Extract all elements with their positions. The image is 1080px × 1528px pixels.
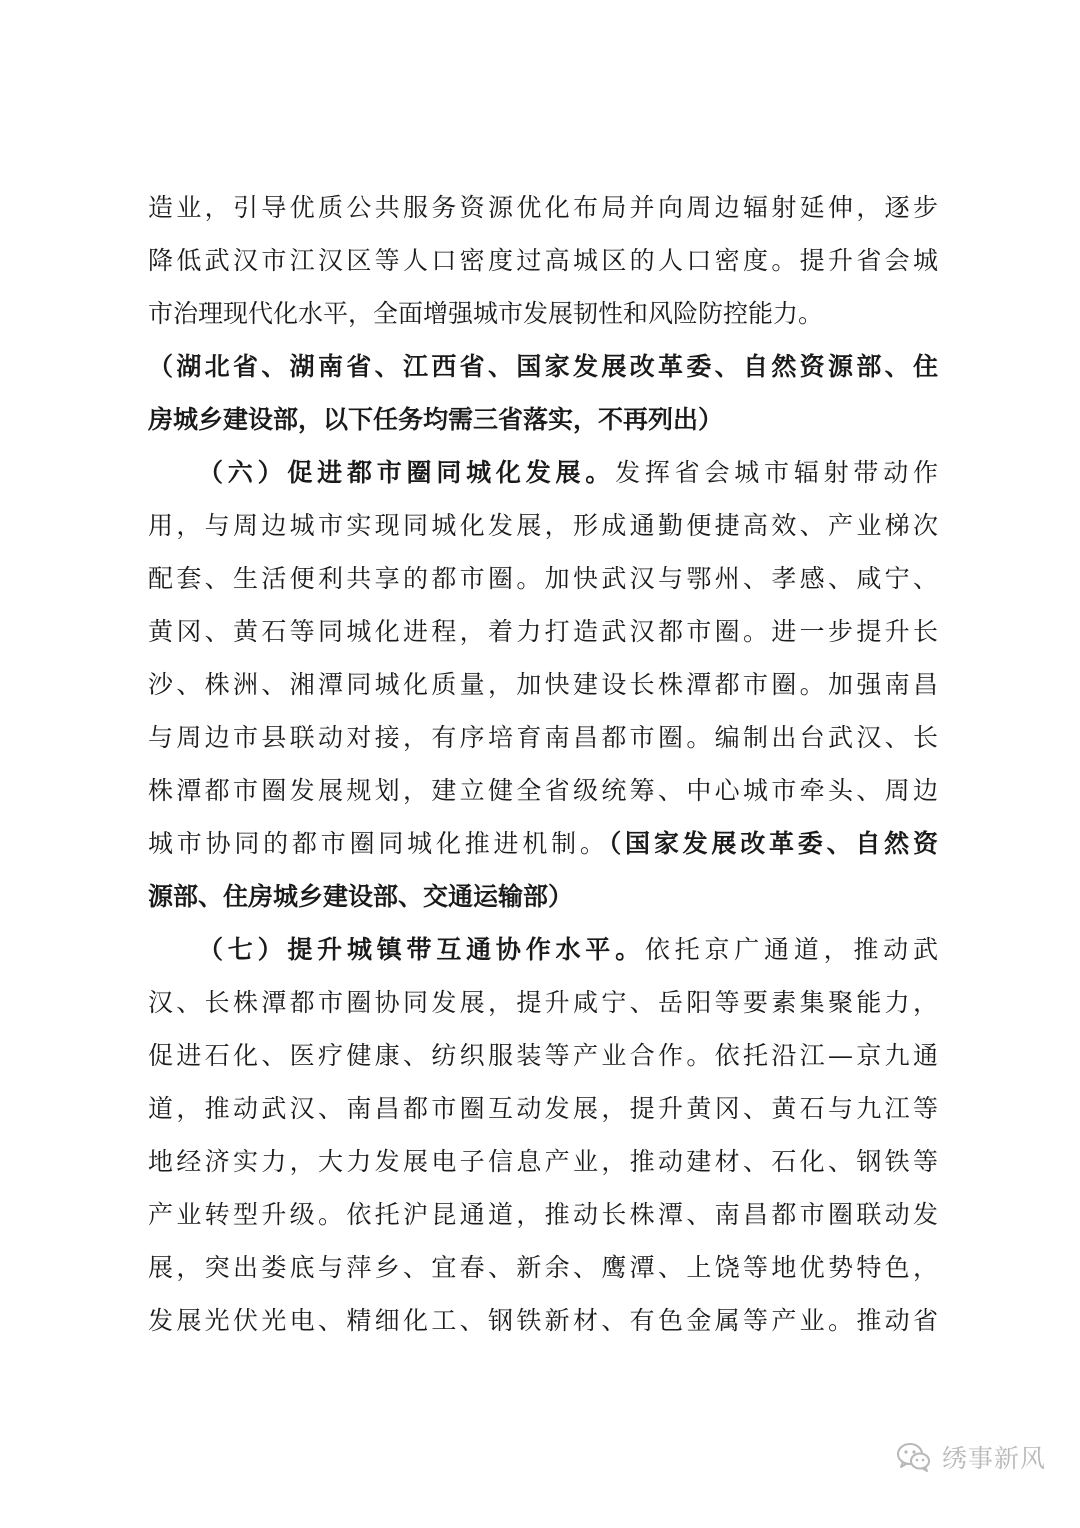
- text-line-21: 展，突出娄底与萍乡、宜春、新余、鹰潭、上饶等地优势特色，: [148, 1253, 938, 1282]
- wechat-icon: [896, 1441, 932, 1473]
- responsible-units-line-2: 房城乡建设部，以下任务均需三省落实，不再列出）: [148, 405, 724, 434]
- document-body: [148, 181, 938, 1347]
- watermark: [896, 1437, 1046, 1477]
- text-line-2: 降低武汉市江汉区等人口密度过高城区的人口密度。提升省会城: [148, 246, 938, 275]
- text-line-10: 沙、株洲、湘潭同城化质量，加快建设长株潭都市圈。加强南昌: [148, 670, 938, 699]
- watermark-text: 绣事新风: [942, 1444, 1047, 1473]
- text-line-9: 黄冈、黄石等同城化进程，着力打造武汉都市圈。进一步提升长: [148, 617, 938, 646]
- responsible-units-line-3: 源部、住房城乡建设部、交通运输部）: [148, 882, 574, 911]
- text-line-13: 城市协同的都市圈同城化推进机制。（国家发展改革委、自然资: [148, 829, 938, 858]
- text-line-17: 促进石化、医疗健康、纺织服装等产业合作。依托沿江—京九通: [148, 1041, 938, 1070]
- text-line-19: 地经济实力，大力发展电子信息产业，推动建材、石化、钢铁等: [148, 1147, 938, 1176]
- text-line-8: 配套、生活便利共享的都市圈。加快武汉与鄂州、孝感、咸宁、: [148, 564, 938, 593]
- section-six-first-line: （六）促进都市圈同城化发展。发挥省会城市辐射带动作: [198, 458, 938, 487]
- section-six-heading: （六）促进都市圈同城化发展。: [198, 458, 616, 487]
- text-line-18: 道，推动武汉、南昌都市圈互动发展，提升黄冈、黄石与九江等: [148, 1094, 938, 1123]
- text-line-16: 汉、长株潭都市圈协同发展，提升咸宁、岳阳等要素集聚能力，: [148, 988, 938, 1017]
- text-line-20: 产业转型升级。依托沪昆通道，推动长株潭、南昌都市圈联动发: [148, 1200, 938, 1229]
- responsible-units-line-1: （湖北省、湖南省、江西省、国家发展改革委、自然资源部、住: [148, 352, 938, 381]
- text-line-7: 用，与周边城市实现同城化发展，形成通勤便捷高效、产业梯次: [148, 511, 938, 540]
- text-line-12: 株潭都市圈发展规划，建立健全省级统筹、中心城市牵头、周边: [148, 776, 938, 805]
- text-line-22: 发展光伏光电、精细化工、钢铁新材、有色金属等产业。推动省: [148, 1306, 938, 1335]
- text-line-1: 造业，引导优质公共服务资源优化布局并向周边辐射延伸，逐步: [148, 193, 938, 222]
- responsible-units-section-six: （国家发展改革委、自然资: [608, 829, 938, 858]
- section-seven-heading: （七）提升城镇带互通协作水平。: [198, 935, 645, 964]
- section-seven-first-line: （七）提升城镇带互通协作水平。依托京广通道，推动武: [198, 935, 938, 964]
- text-line-11: 与周边市县联动对接，有序培育南昌都市圈。编制出台武汉、长: [148, 723, 938, 752]
- text-line-3: 市治理现代化水平，全面增强城市发展韧性和风险防控能力。: [148, 299, 824, 328]
